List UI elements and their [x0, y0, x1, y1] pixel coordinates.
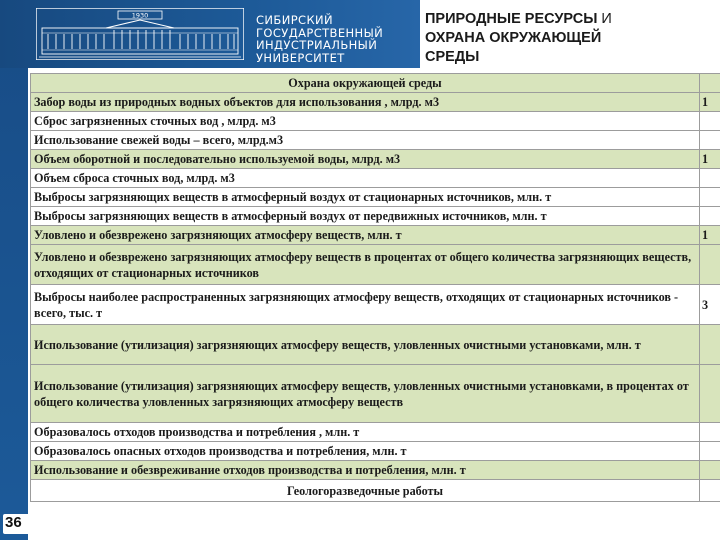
slide-header	[0, 0, 720, 68]
logo-year: 1930	[131, 11, 149, 20]
table-row	[31, 188, 720, 207]
indicator-name-cell: Выбросы загрязняющих веществ в атмосферный воздух от передвижных источников, млн. т	[31, 207, 700, 226]
environment-table-container	[30, 73, 720, 540]
indicator-name-cell: Забор воды из природных водных объектов для использования , млрд. м3	[31, 93, 700, 112]
indicator-name-cell: Использование и обезвреживание отходов производства и потребления, млн. т	[31, 461, 700, 480]
university-name	[256, 14, 383, 64]
value-cell: 1	[700, 226, 720, 245]
section-header-cell: Геологоразведочные работы	[31, 480, 700, 502]
table-row	[31, 112, 720, 131]
table-row	[31, 207, 720, 226]
indicator-name-cell: Объем оборотной и последовательно используемой воды, млрд. м3	[31, 150, 700, 169]
value-cell	[700, 365, 720, 423]
value-cell	[700, 423, 720, 442]
value-cell: 1	[700, 150, 720, 169]
value-cell: 3	[700, 285, 720, 325]
section-header-cell: Охрана окружающей среды	[31, 74, 700, 93]
university-building-logo	[36, 8, 244, 60]
left-blue-stripe	[0, 0, 28, 540]
title-part-bold: ПРИРОДНЫЕ РЕСУРСЫ	[425, 11, 598, 27]
indicator-name-cell: Использование (утилизация) загрязняющих атмосферу веществ, уловленных очистными установками, млн. т	[31, 325, 700, 365]
environment-table	[30, 73, 720, 502]
table-row	[31, 245, 720, 285]
value-cell	[700, 207, 720, 226]
table-row	[31, 131, 720, 150]
page-number: 36	[3, 514, 31, 534]
value-cell	[700, 325, 720, 365]
value-cell	[700, 131, 720, 150]
table-section-header-row	[31, 480, 720, 502]
indicator-name-cell: Уловлено и обезврежено загрязняющих атмосферу веществ в процентах от общего количества загрязняющих веществ, отходящих от стационарных источников	[31, 245, 700, 285]
table-row	[31, 461, 720, 480]
indicator-name-cell: Образовалось отходов производства и потребления , млн. т	[31, 423, 700, 442]
table-section-header-row	[31, 74, 720, 93]
value-cell	[700, 442, 720, 461]
university-name-line: УНИВЕРСИТЕТ	[256, 50, 345, 65]
table-row	[31, 93, 720, 112]
indicator-name-cell: Объем сброса сточных вод, млрд. м3	[31, 169, 700, 188]
value-cell	[700, 480, 720, 502]
table-row	[31, 285, 720, 325]
indicator-name-cell: Выбросы наиболее распространенных загрязняющих атмосферу веществ, отходящих от стационарных источников - всего, тыс. т	[31, 285, 700, 325]
university-name-line: ИНДУСТРИАЛЬНЫЙ	[256, 38, 378, 53]
indicator-name-cell: Сброс загрязненных сточных вод , млрд. м3	[31, 112, 700, 131]
table-row	[31, 423, 720, 442]
indicator-name-cell: Использование (утилизация) загрязняющих атмосферу веществ, уловленных очистными установками, в процентах от общего количества уловленных загрязняющих атмосферу веществ	[31, 365, 700, 423]
university-name-line: СИБИРСКИЙ	[256, 13, 334, 27]
slide-title	[425, 10, 715, 67]
table-row	[31, 325, 720, 365]
indicator-name-cell: Выбросы загрязняющих веществ в атмосферный воздух от стационарных источников, млн. т	[31, 188, 700, 207]
value-cell	[700, 112, 720, 131]
university-name-line: ГОСУДАРСТВЕННЫЙ	[256, 25, 384, 40]
table-row	[31, 442, 720, 461]
table-row	[31, 169, 720, 188]
indicator-name-cell: Использование свежей воды – всего, млрд.м3	[31, 131, 700, 150]
value-cell	[700, 74, 720, 93]
table-row	[31, 150, 720, 169]
table-row	[31, 226, 720, 245]
value-cell: 1	[700, 93, 720, 112]
value-cell	[700, 245, 720, 285]
value-cell	[700, 169, 720, 188]
value-cell	[700, 188, 720, 207]
value-cell	[700, 461, 720, 480]
title-part-thin: И	[597, 11, 612, 27]
title-line-2: ОХРАНА ОКРУЖАЮЩЕЙ	[425, 30, 602, 46]
table-row	[31, 365, 720, 423]
title-line-3: СРЕДЫ	[425, 49, 480, 65]
indicator-name-cell: Уловлено и обезврежено загрязняющих атмосферу веществ, млн. т	[31, 226, 700, 245]
indicator-name-cell: Образовалось опасных отходов производства и потребления, млн. т	[31, 442, 700, 461]
